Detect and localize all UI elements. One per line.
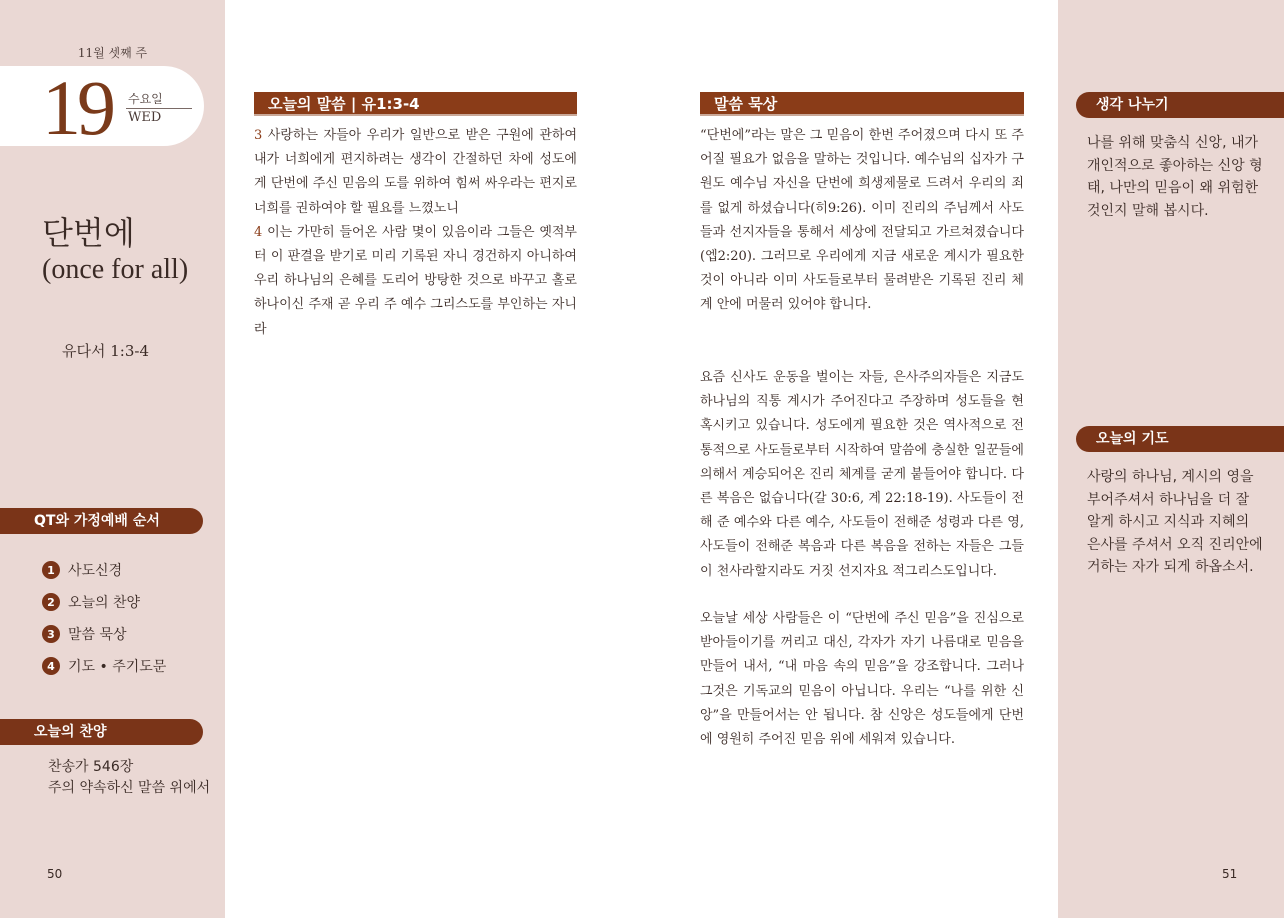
- page-title-ko: 단번에: [42, 214, 135, 252]
- meditation-paragraph-1: “단번에”라는 말은 그 믿음이 한번 주어졌으며 다시 또 주어질 필요가 없음을 말하는 것입니다. 예수님의 십자가 구원도 예수님 자신을 단번에 희생제물로 드려서 우리의 죄를 없게 하셨습니다(히9:26). 이미 진리의 주님께서 사도들과 선지자들을 통해서 세상에 전달되고 가르쳐졌습니다(엡2:20). 그러므로 우리에게 지금 새로운 계시가 필요한 것이 아니라 이미 사도들로부터 물려받은 기록된 진리 체계 안에 머물러 있어야 합니다.: [700, 128, 1024, 313]
- verse-text: 이는 가만히 들어온 사람 몇이 있음이라 그들은 옛적부터 이 판결을 받기로 미리 기록된 자니 경건하지 아니하여 우리 하나님의 은혜를 도리어 방탕한 것으로 바꾸고 홀로 하나이신 주재 곧 우리 주 예수 그리스도를 부인하는 자니라: [254, 224, 577, 337]
- prayer-text: 사랑의 하나님, 계시의 영을 부어주셔서 하나님을 더 잘 알게 하시고 지식과 지혜의 은사를 주셔서 오직 진리안에 거하는 자가 되게 하옵소서.: [1087, 469, 1263, 575]
- weekday-en: WED: [128, 110, 162, 125]
- page-title-en: (once for all): [42, 254, 189, 285]
- verse-number: 3: [254, 128, 263, 143]
- prayer-header: 오늘의 기도: [1076, 426, 1284, 452]
- step-label: 기도 • 주기도문: [68, 659, 167, 675]
- hymn-header: 오늘의 찬양: [0, 719, 203, 745]
- sharing-text: 나를 위해 맞춤식 신앙, 내가 개인적으로 좋아하는 신앙 형태, 나만의 믿음이 왜 위험한 것인지 말해 봅시다.: [1087, 135, 1263, 219]
- weekday-ko: 수요일: [128, 92, 163, 106]
- order-step: [42, 554, 166, 586]
- order-step: [42, 650, 166, 682]
- day-number: 19: [42, 64, 112, 151]
- page-number-left: 50: [47, 867, 63, 881]
- scripture-text: [254, 124, 577, 342]
- sharing-header: 생각 나누기: [1076, 92, 1284, 118]
- week-label: 11월 셋째 주: [77, 46, 148, 60]
- meditation-paragraph-2: 요즘 신사도 운동을 벌이는 자들, 은사주의자들은 지금도 하나님의 직통 계시가 주어진다고 주장하며 성도들을 현혹시키고 있습니다. 성도에게 필요한 것은 역사적으로 전통적으로 사도들로부터 시작하여 말씀에 충실한 일꾼들에 의해서 계승되어온 진리 체계를 굳게 붙들어야 합니다. 다른 복음은 없습니다(갈 30:6, 계 22:18-19). 사도들이 전해 준 예수와 다른 예수, 사도들이 전해준 성령과 다른 영, 사도들이 전해준 복음과 다른 복음을 전하는 자들은 그들이 천사라할지라도 거짓 선지자요 적그리스도입니다.: [700, 370, 1024, 579]
- step-label: 오늘의 찬양: [68, 595, 141, 611]
- hymn-number: 찬송가 546장: [48, 759, 134, 775]
- scripture-header: 오늘의 말씀 | 유1:3-4: [254, 92, 577, 116]
- page-number-right: 51: [1222, 867, 1238, 881]
- step-number-badge: 2: [42, 593, 60, 611]
- order-step: [42, 586, 166, 618]
- weekday-divider: [126, 108, 192, 109]
- order-step: [42, 618, 166, 650]
- meditation-paragraph-3: 오늘날 세상 사람들은 이 “단번에 주신 믿음”을 진심으로 받아들이기를 꺼리고 대신, 각자가 자기 나름대로 믿음을 만들어 내서, “내 마음 속의 믿음”을 강조합니다. 그러나 그것은 기독교의 믿음이 아닙니다. 우리는 “나를 위한 신앙”을 만들어서는 안 됩니다. 참 신앙은 성도들에게 단번에 영원히 주어진 믿음 위에 세워져 있습니다.: [700, 611, 1024, 748]
- hymn-title: 주의 약속하신 말씀 위에서: [48, 780, 211, 796]
- order-steps-list: [42, 554, 166, 682]
- step-number-badge: 1: [42, 561, 60, 579]
- meditation-header: 말씀 묵상: [700, 92, 1024, 116]
- order-header: QT와 가정예배 순서: [0, 508, 203, 534]
- scripture-reference: 유다서 1:3-4: [62, 342, 149, 360]
- step-number-badge: 3: [42, 625, 60, 643]
- verse-number: 4: [254, 224, 263, 240]
- step-label: 말씀 묵상: [68, 627, 127, 643]
- verse-text: 사랑하는 자들아 우리가 일반으로 받은 구원에 관하여 내가 너희에게 편지하려는 생각이 간절하던 차에 성도에게 단번에 주신 믿음의 도를 위하여 힘써 싸우라는 편지로 너희를 권하여야 할 필요를 느꼈노니: [254, 128, 577, 216]
- hymn-info: [48, 757, 210, 799]
- step-number-badge: 4: [42, 657, 60, 675]
- step-label: 사도신경: [68, 563, 123, 579]
